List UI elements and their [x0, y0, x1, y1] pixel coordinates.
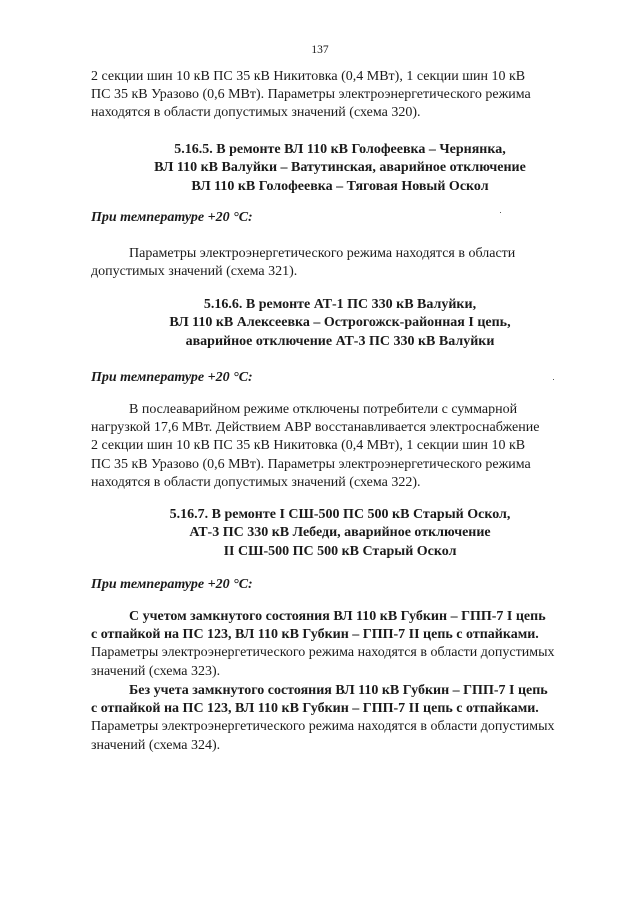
page-number: 137 — [311, 44, 329, 56]
heading-line: ВЛ 110 кВ Голофеевка – Тяговая Новый Оскол — [191, 178, 489, 194]
bold-text: Без учета замкнутого состояния ВЛ 110 кВ Губкин – ГПП-7 I цепь — [129, 683, 548, 698]
temperature-label: При температуре +20 °C: — [91, 210, 253, 225]
section-heading-5-16-5 — [60, 141, 620, 196]
heading-line: 5.16.5. В ремонте ВЛ 110 кВ Голофеевка – Чернянка, — [174, 142, 506, 157]
scan-speck — [553, 379, 554, 380]
paragraph-2 — [91, 245, 603, 281]
paragraph-line: Параметры электроэнергетического режима находятся в области допустимых — [91, 645, 555, 661]
heading-line: II СШ-500 ПС 500 кВ Старый Оскол — [223, 543, 457, 559]
paragraph-4 — [91, 608, 603, 681]
paragraph-line: 2 секции шин 10 кВ ПС 35 кВ Никитовка (0,4 МВт), 1 секции шин 10 кВ — [91, 438, 526, 454]
paragraph-line: допустимых значений (схема 321). — [91, 264, 298, 280]
paragraph-line-bold — [91, 682, 603, 700]
heading-line: аварийное отключение АТ-3 ПС 330 кВ Валуйки — [185, 333, 495, 349]
heading-line: 5.16.7. В ремонте I СШ-500 ПС 500 кВ Старый Оскол, — [169, 507, 511, 522]
section-heading-5-16-6 — [60, 296, 620, 351]
paragraph-line: нагрузкой 17,6 МВт. Действием АВР восстанавливается электроснабжение — [91, 420, 540, 436]
paragraph-3 — [91, 401, 603, 492]
paragraph-line: 2 секции шин 10 кВ ПС 35 кВ Никитовка (0,4 МВт), 1 секции шин 10 кВ — [91, 69, 526, 84]
paragraph-line: В послеаварийном режиме отключены потребители с суммарной — [129, 402, 518, 417]
paragraph-line: ПС 35 кВ Уразово (0,6 МВт). Параметры электроэнергетического режима — [91, 87, 531, 103]
temperature-label: При температуре +20 °C: — [91, 577, 253, 592]
paragraph-line-bold — [91, 626, 603, 644]
heading-line: 5.16.6. В ремонте АТ-1 ПС 330 кВ Валуйки, — [203, 297, 477, 312]
paragraph-line: значений (схема 323). — [91, 663, 221, 679]
paragraph-line: значений (схема 324). — [91, 737, 221, 753]
paragraph-line: Параметры электроэнергетического режима находятся в области — [129, 246, 516, 261]
heading-line: ВЛ 110 кВ Алексеевка – Острогожск-районная I цепь, — [169, 315, 511, 331]
paragraph-line-bold — [91, 608, 603, 626]
bold-text: С учетом замкнутого состояния ВЛ 110 кВ Губкин – ГПП-7 I цепь — [129, 609, 546, 624]
heading-line: ВЛ 110 кВ Валуйки – Ватутинская, аварийное отключение — [154, 160, 526, 176]
paragraph-1 — [91, 68, 603, 123]
bold-text: с отпайкой на ПС 123, ВЛ 110 кВ Губкин – ГПП-7 II цепь с отпайками. — [91, 701, 539, 717]
section-heading-5-16-7 — [60, 506, 620, 561]
paragraph-line-bold — [91, 700, 603, 718]
temperature-label: При температуре +20 °C: — [91, 370, 253, 385]
bold-text: с отпайкой на ПС 123, ВЛ 110 кВ Губкин – ГПП-7 II цепь с отпайками. — [91, 627, 539, 643]
scan-speck — [500, 212, 501, 213]
paragraph-5 — [91, 682, 603, 755]
paragraph-line: находятся в области допустимых значений (схема 322). — [91, 474, 421, 490]
paragraph-line: ПС 35 кВ Уразово (0,6 МВт). Параметры электроэнергетического режима — [91, 456, 531, 472]
paragraph-line: Параметры электроэнергетического режима находятся в области допустимых — [91, 719, 555, 735]
paragraph-line: находятся в области допустимых значений (схема 320). — [91, 105, 421, 121]
heading-line: АТ-3 ПС 330 кВ Лебеди, аварийное отключение — [189, 525, 491, 541]
